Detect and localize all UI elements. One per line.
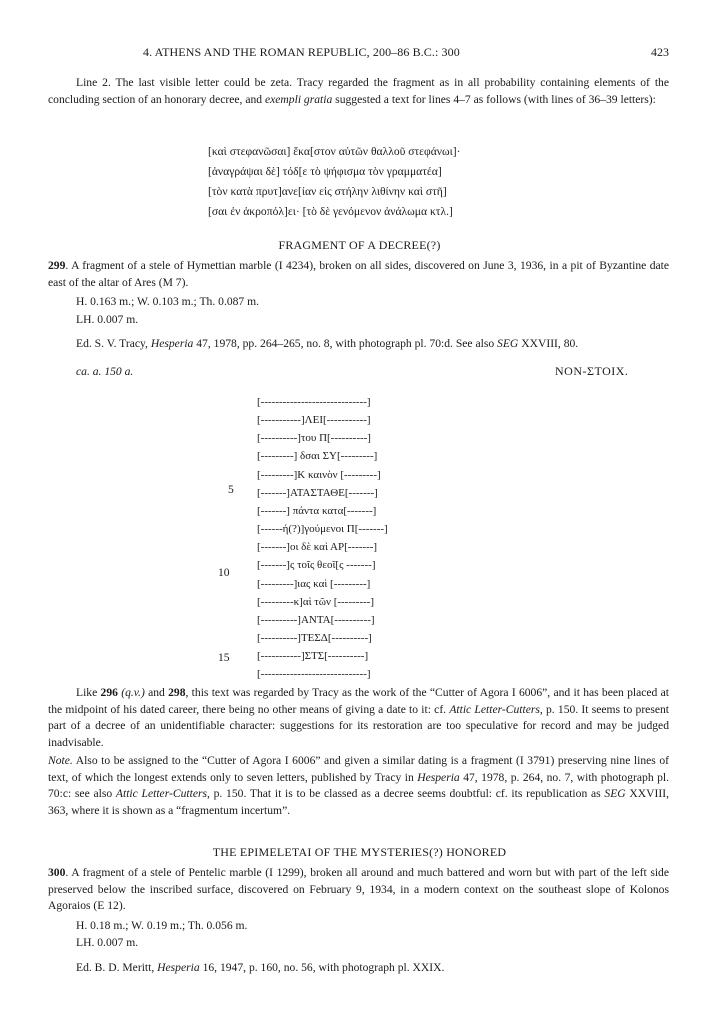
- note-paragraph: [48, 753, 669, 819]
- entry-300-letter-height: LH. 0.007 m.: [76, 936, 139, 949]
- entry-299-date: ca. a. 150 a.: [76, 365, 134, 378]
- entry-300-edition: [76, 961, 444, 974]
- inscription-line: [---------κ]αὶ τῶν [---------]: [257, 595, 374, 608]
- inscription-line: [---------]Κ καινὸν [---------]: [257, 468, 381, 481]
- inscription-line: [-----------------------------]: [257, 668, 371, 681]
- inscription-line: [----------]ΤΕΣΔ[----------]: [257, 632, 372, 645]
- section-heading-300: THE EPIMELETAI OF THE MYSTERIES(?) HONORED: [212, 845, 507, 859]
- note-book: Attic Letter-Cutters: [115, 787, 207, 800]
- entry-299-edition-journal: Hesperia: [150, 337, 194, 350]
- note-label: Note.: [48, 754, 73, 767]
- commentary-text-b: and: [144, 686, 169, 699]
- entry-300-edition-text-a: Ed. B. D. Meritt,: [76, 961, 158, 974]
- inscription-line: [---------] δσαι ΣΥ[---------]: [257, 450, 378, 463]
- entry-299-letter-height: LH. 0.007 m.: [76, 313, 139, 326]
- section-heading-299: FRAGMENT OF A DECREE(?): [278, 238, 441, 252]
- restoration-line: [καὶ στεφανῶσαι] ἕκα[στον αὐτῶν θαλλοῦ στεφάνωι]·: [208, 145, 461, 158]
- commentary-paragraph: [48, 685, 669, 751]
- commentary-ref-298: 298: [168, 686, 186, 699]
- line-number-15: 15: [218, 651, 230, 664]
- line2-note-italic: exempli gratia: [264, 92, 333, 106]
- entry-300-description-text: . A fragment of a stele of Pentelic marble (I 1299), broken all around and much battered and worn but with part of the left side preserved below the inscribed surface, discovered on February 9, 1934, in a modern context on the southeast slope of Kolonos Agoraios (E 12).: [48, 866, 669, 912]
- commentary-book: Attic Letter-Cutters: [449, 702, 540, 716]
- commentary-text-a: Like: [76, 686, 101, 699]
- inscription-line: [-------] πάντα κατα[-------]: [257, 504, 377, 517]
- entry-300-edition-journal: Hesperia: [157, 961, 200, 974]
- inscription-line: [-------]ΑΤΑΣΤΑΘΕ[-------]: [257, 486, 378, 499]
- restoration-line: [ἀναγράψαι δὲ] τόδ[ε τὸ ψήφισμα τὸν γραμματέα]: [208, 165, 442, 178]
- note-text-b: 47, 1978, p. 264, no. 7, with photograph pl. 70:c: see also: [48, 770, 669, 800]
- note-text-a: Also to be assigned to the “Cutter of Agora I 6006” and given a similar dating is a fragment (I 3791) preserving nine lines of text, of which the longest extends only to seven letters, published by Tracy in: [48, 754, 669, 784]
- non-stoichedon-label: NON-ΣΤΟΙΧ.: [555, 364, 629, 378]
- entry-299-description-text: . A fragment of a stele of Hymettian marble (I 4234), broken on all sides, discovered on June 3, 1936, in a pit of Byzantine date east of the altar of Ares (M 7).: [48, 259, 669, 289]
- restoration-line: [σαι ἐν ἀκροπόλ]ει· [τὸ δὲ γενόμενον ἀνάλωμα κτλ.]: [208, 205, 453, 218]
- inscription-text: [257, 393, 388, 684]
- entry-299-edition-text-a: Ed. S. V. Tracy,: [76, 337, 151, 350]
- inscription-line: [-------]ς τοῖς θεοῖ[ς -------]: [257, 559, 376, 572]
- inscription-line: [-------]οι δὲ καὶ ΑΡ[-------]: [257, 541, 378, 554]
- note-journal: Hesperia: [417, 770, 460, 784]
- running-head: 4. ATHENS AND THE ROMAN REPUBLIC, 200–86 B.C.: 300: [143, 45, 460, 59]
- commentary-text-d: , p. 150. It seems to present part of a decree of an unidentifiable character: suggestions for its restoration are too speculative for record and may be judged inadvisable.: [48, 702, 670, 749]
- commentary-text-c: , this text was regarded by Tracy as the work of the “Cutter of Agora I 6006”, and it has been placed at the midpoint of his dated career, there being no other means of giving a date to it: cf.: [48, 686, 669, 716]
- entry-300-description: [48, 865, 669, 915]
- entry-299-edition-text-c: XXVIII, 80.: [518, 337, 579, 350]
- entry-299-edition-seg: SEG: [497, 337, 519, 350]
- inscription-line: [------ή(?)]γούμενοι Π[-------]: [257, 523, 388, 536]
- note-text-d: XXVIII, 363, where it is shown as a “fragmentum incertum”.: [48, 787, 669, 817]
- line-number-5: 5: [228, 483, 234, 496]
- entry-number-299: 299: [48, 259, 66, 272]
- commentary-qv: (q.v.): [121, 686, 145, 699]
- entry-300-dimensions: H. 0.18 m.; W. 0.19 m.; Th. 0.056 m.: [76, 919, 248, 932]
- inscription-line: [-----------------------------]: [257, 396, 371, 408]
- entry-299-dimensions: H. 0.163 m.; W. 0.103 m.; Th. 0.087 m.: [76, 295, 260, 308]
- entry-number-300: 300: [48, 866, 66, 879]
- entry-299-edition-text-b: 47, 1978, pp. 264–265, no. 8, with photograph pl. 70:d. See also: [193, 337, 498, 350]
- suggested-restoration-block: [208, 142, 461, 222]
- line2-note-paragraph: [48, 75, 669, 108]
- restoration-line: [τὸν κατὰ πρυτ]ανε[ίαν εἰς στήλην λιθίνην καὶ στῆ]: [208, 185, 447, 198]
- inscription-line: [----------]ΑΝΤΑ[----------]: [257, 613, 375, 626]
- commentary-ref-296: 296: [100, 686, 118, 699]
- note-text-c: , p. 150. That it is to be classed as a decree seems doubtful: cf. its republication as: [206, 787, 605, 800]
- inscription-line: [-----------]ΛΕΙ[-----------]: [257, 414, 371, 427]
- inscription-line: [-----------]ΣΤΣ[----------]: [257, 650, 369, 663]
- line2-note-text-a: Line 2. The last visible letter could be zeta. Tracy regarded the fragment as in all probability containing elements of the concluding section of an honorary decree, and: [48, 76, 669, 106]
- page-number: 423: [651, 45, 669, 59]
- inscription-line: [----------]του Π[----------]: [257, 432, 371, 445]
- entry-299-edition: [76, 337, 578, 350]
- inscription-line: [---------]ιας καὶ [---------]: [257, 577, 371, 590]
- line2-note-text-b: suggested a text for lines 4–7 as follows (with lines of 36–39 letters):: [332, 92, 656, 106]
- note-seg: SEG: [604, 787, 626, 800]
- line-number-10: 10: [218, 566, 230, 579]
- entry-299-description: [48, 258, 669, 291]
- entry-300-edition-text-b: 16, 1947, p. 160, no. 56, with photograph pl. XXIX.: [199, 961, 445, 974]
